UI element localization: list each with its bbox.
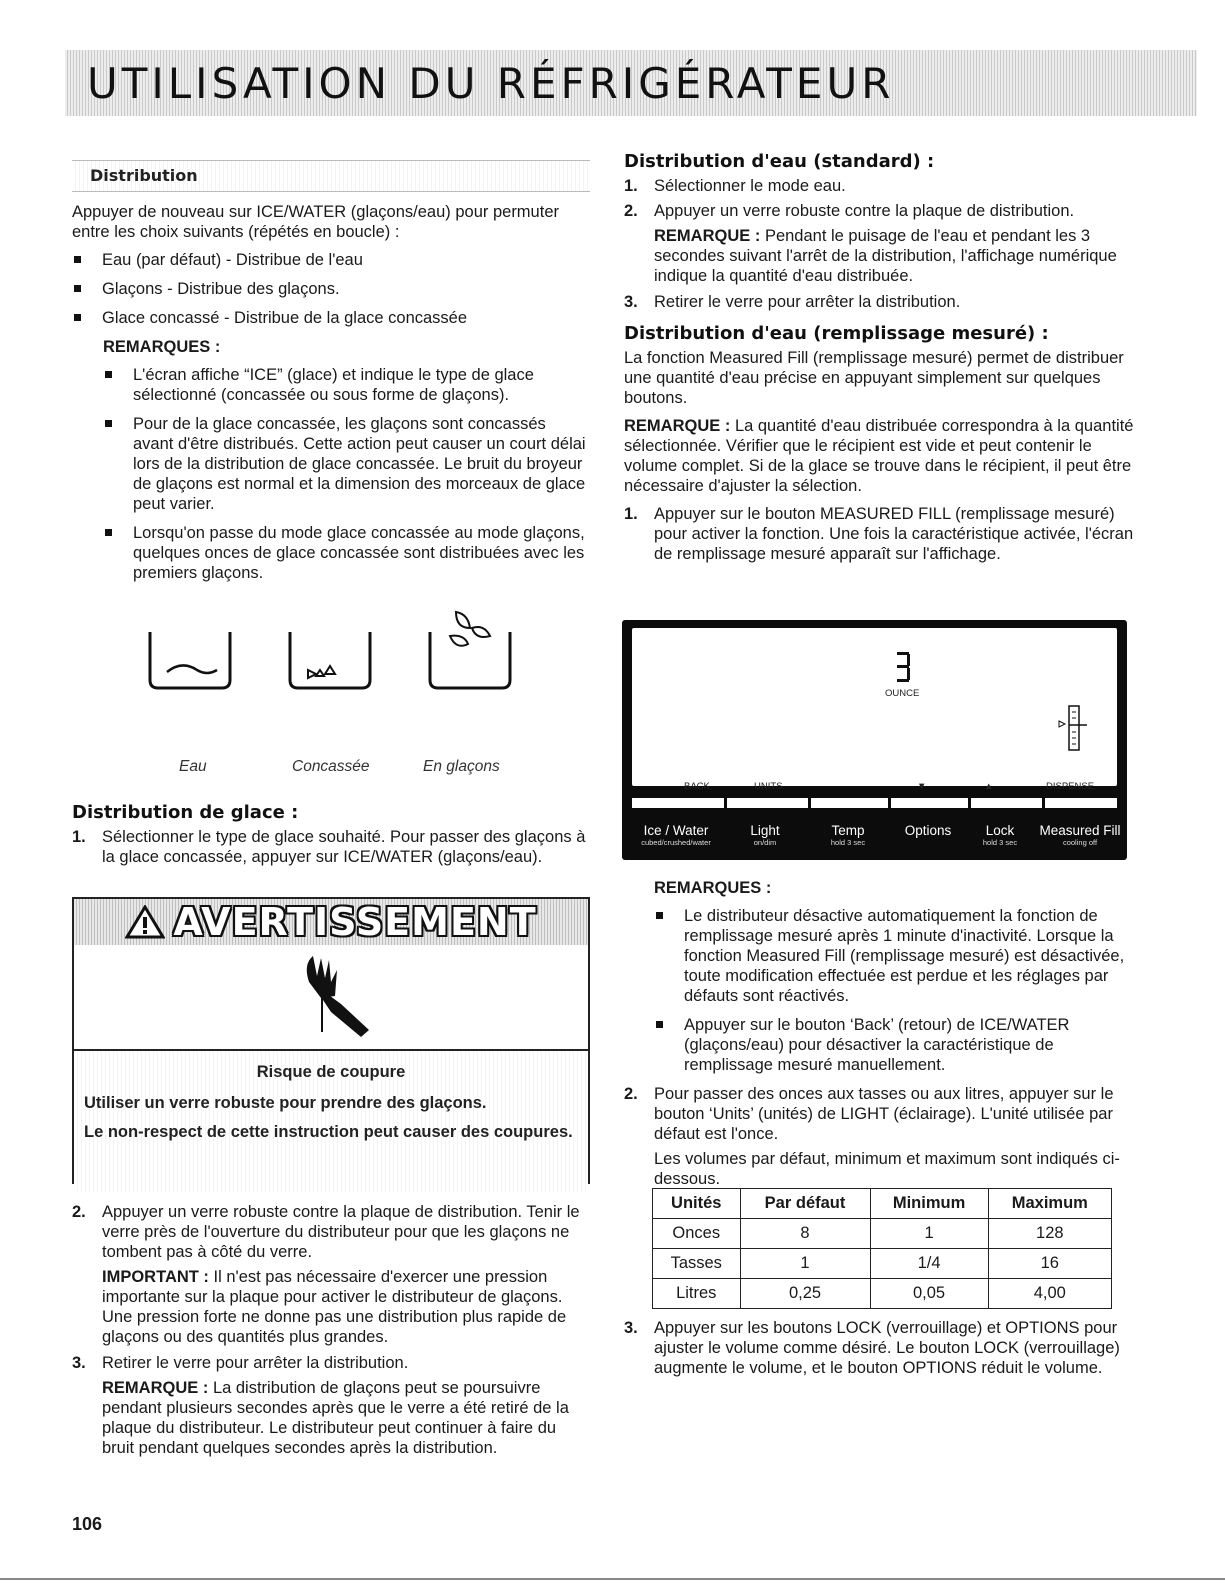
mf-step-3-block — [624, 1318, 1138, 1383]
bottom-rule — [0, 1578, 1225, 1580]
table-cell: 1 — [870, 1219, 988, 1249]
std-step-3: 3. Retirer le verre pour arrêter la distribution. — [624, 293, 961, 311]
mf-step-3: 3. Appuyer sur les boutons LOCK (verrouillage) et OPTIONS pour ajuster le volume comme désiré. Le bouton LOCK (verrouillage) augmente le volume, et le bouton OPTIONS réduit le volume. — [624, 1319, 1120, 1377]
mf-remarks-label: REMARQUES : — [654, 879, 772, 897]
mf-intro: La fonction Measured Fill (remplissage mesuré) permet de distribuer une quantité d'eau précise en appuyant simplement sur quelques boutons. — [624, 349, 1124, 407]
ice-heading: Distribution de glace : — [72, 802, 299, 823]
down-arrow-icon[interactable]: ▼ — [917, 781, 927, 792]
measured-fill-button[interactable]: Measured Fill cooling off — [1039, 823, 1121, 847]
caption-water: Eau — [179, 758, 207, 775]
options-button[interactable]: Options — [904, 823, 952, 838]
table-header: Par défaut — [740, 1189, 870, 1219]
remark-item: L'écran affiche “ICE” (glace) et indique le type de glace sélectionné (concassée ou sous forme de glaçons). — [103, 365, 590, 405]
mf-note: REMARQUE : La quantité d'eau distribuée correspondra à la quantité sélectionnée. Vérifier que le récipient est vide et peut contenir le volume complet. Si de la glace se trouve dans le récipient, il peut être nécessaire d'ajuster la sélection. — [624, 417, 1134, 495]
mf-heading: Distribution d'eau (remplissage mesuré) : — [624, 323, 1049, 344]
ice-steps — [72, 1202, 590, 1464]
std-note: REMARQUE : Pendant le puisage de l'eau et pendant les 3 secondes suivant l'arrêt de la distribution, l'affichage numérique indique la quantité d'eau distribuée. — [654, 227, 1117, 285]
mode-item: Eau (par défaut) - Distribue de l'eau — [72, 250, 590, 270]
warning-line: Utiliser un verre robuste pour prendre des glaçons. — [84, 1094, 487, 1112]
table-header: Unités — [653, 1189, 741, 1219]
table-cell: 4,00 — [988, 1279, 1111, 1309]
table-cell: 1 — [740, 1249, 870, 1279]
warning-box — [72, 897, 590, 1184]
ounce-label: OUNCE — [885, 688, 920, 699]
level-gauge-icon — [1057, 704, 1093, 754]
table-cell: 0,25 — [740, 1279, 870, 1309]
mf-remarks — [624, 878, 1138, 1195]
button-row — [622, 818, 1127, 860]
table-row — [653, 1249, 1112, 1279]
up-arrow-icon[interactable]: ▲ — [984, 781, 994, 792]
ice-step-3: 3. Retirer le verre pour arrêter la distribution. — [72, 1354, 409, 1372]
intro-text: Appuyer de nouveau sur ICE/WATER (glaçons/eau) pour permuter entre les choix suivants (répétés en boucle) : — [72, 203, 559, 241]
light-button[interactable]: Light on/dim — [750, 823, 780, 847]
remarks-label: REMARQUES : — [103, 338, 221, 356]
warning-body — [74, 1051, 588, 1192]
display-screen — [632, 628, 1117, 792]
cubes-glass-icon — [430, 632, 510, 688]
mf-step-1: 1. Appuyer sur le bouton MEASURED FILL (remplissage mesuré) pour activer la fonction. Une fois la caractéristique activée, l'écran de remplissage mesuré apparaît sur l'affichage. — [624, 505, 1134, 563]
crushed-glass-icon — [290, 632, 370, 688]
table-cell: 1/4 — [870, 1249, 988, 1279]
mf-step-2: 2. Pour passer des onces aux tasses ou aux litres, appuyer sur le bouton ‘Units’ (unités) de LIGHT (éclairage). L'unité utilisée par défaut est l'once. — [624, 1085, 1114, 1143]
table-cell: Litres — [653, 1279, 741, 1309]
ice-step: 1. Sélectionner le type de glace souhaité. Pour passer des glaçons à la glace concassée, appuyer sur ICE/WATER (glaçons/eau). — [72, 828, 586, 866]
back-label[interactable]: BACK — [684, 781, 710, 792]
important-note: IMPORTANT : Il n'est pas nécessaire d'exercer une pression importante sur la plaque pour activer le distributeur de glaçons. Une pression forte ne donne pas une distribution plus rapide de glaçons ou des quantités plus grandes. — [102, 1268, 567, 1346]
mf-remark-item: Le distributeur désactive automatiquement la fonction de remplissage mesuré après 1 minute d'inactivité. Lorsque la fonction Measured Fill (remplissage mesuré) est désactivée, toute modification effectuée est perdue et les réglages par défauts sont réactivés. — [654, 906, 1138, 1006]
warning-title: AVERTISSEMENT — [173, 900, 537, 944]
warning-line: Le non-respect de cette instruction peut causer des coupures. — [84, 1123, 573, 1141]
remark-item: Pour de la glace concassée, les glaçons sont concassés avant d'être distribués. Cette action peut causer un court délai lors de la distribution de glace concassée. Le bruit du broyeur de glaçons est normal et la dimension des morceaux de glace peut varier. — [103, 414, 590, 514]
button-dividers — [632, 798, 1117, 816]
std-step-2: 2. Appuyer un verre robuste contre la plaque de distribution. — [624, 202, 1075, 220]
dispense-label[interactable]: DISPENSE — [1046, 781, 1095, 792]
dispense-modes-illustration — [72, 610, 590, 785]
lock-button[interactable]: Lock hold 3 sec — [982, 823, 1018, 847]
mode-item: Glaçons - Distribue des glaçons. — [72, 279, 590, 299]
cut-hand-icon — [74, 945, 588, 1051]
table-header: Maximum — [988, 1189, 1111, 1219]
table-cell: Tasses — [653, 1249, 741, 1279]
mf-step-2b: Les volumes par défaut, minimum et maximum sont indiqués ci-dessous. — [654, 1150, 1120, 1188]
table-row — [653, 1279, 1112, 1309]
ice-note: REMARQUE : La distribution de glaçons peut se poursuivre pendant plusieurs secondes après que le verre a été retiré de la plaque du distributeur. Le distributeur peut continuer à faire du bruit pendant quelques secondes après la distribution. — [102, 1379, 569, 1457]
table-cell: Onces — [653, 1219, 741, 1249]
warning-header — [74, 899, 588, 945]
table-cell: 0,05 — [870, 1279, 988, 1309]
volume-table — [652, 1188, 1112, 1309]
section-bar — [72, 160, 590, 192]
page-number: 106 — [72, 1514, 103, 1534]
std-heading: Distribution d'eau (standard) : — [624, 151, 935, 172]
temp-button[interactable]: Temp hold 3 sec — [830, 823, 866, 847]
ice-step-2: 2. Appuyer un verre robuste contre la plaque de distribution. Tenir le verre près de l'ouverture du distributeur pour que les glaçons ne tombent pas à côté du verre. — [72, 1203, 580, 1261]
water-glass-icon — [150, 632, 230, 688]
control-panel — [622, 620, 1127, 860]
units-label[interactable]: UNITS — [754, 781, 783, 792]
caption-crushed: Concassée — [292, 758, 370, 775]
table-row — [653, 1219, 1112, 1249]
glasses-graphic — [72, 610, 590, 760]
page-title: UTILISATION DU RÉFRIGÉRATEUR — [87, 58, 895, 108]
mf-remark-item: Appuyer sur le bouton ‘Back’ (retour) de ICE/WATER (glaçons/eau) pour désactiver la caractéristique de remplissage mesuré manuellement. — [654, 1015, 1138, 1075]
ice-section — [72, 793, 590, 872]
section-title: Distribution — [90, 166, 198, 185]
table-cell: 128 — [988, 1219, 1111, 1249]
caption-cubes: En glaçons — [423, 758, 500, 775]
table-header-row — [653, 1189, 1112, 1219]
mode-item: Glace concassé - Distribue de la glace concassée — [72, 308, 590, 328]
ice-water-button[interactable]: Ice / Water cubed/crushed/water — [641, 823, 711, 847]
left-column — [72, 160, 590, 592]
title-banner — [65, 50, 1197, 116]
warning-risk: Risque de coupure — [256, 1063, 406, 1081]
right-column — [624, 152, 1138, 569]
remark-item: Lorsqu'on passe du mode glace concassée au mode glaçons, quelques onces de glace concassée sont distribuées avec les premiers glaçons. — [103, 523, 590, 583]
std-step-1: 1. Sélectionner le mode eau. — [624, 177, 846, 195]
warning-triangle-icon — [125, 905, 165, 939]
table-cell: 16 — [988, 1249, 1111, 1279]
table-cell: 8 — [740, 1219, 870, 1249]
digit-display — [894, 650, 914, 684]
table-header: Minimum — [870, 1189, 988, 1219]
